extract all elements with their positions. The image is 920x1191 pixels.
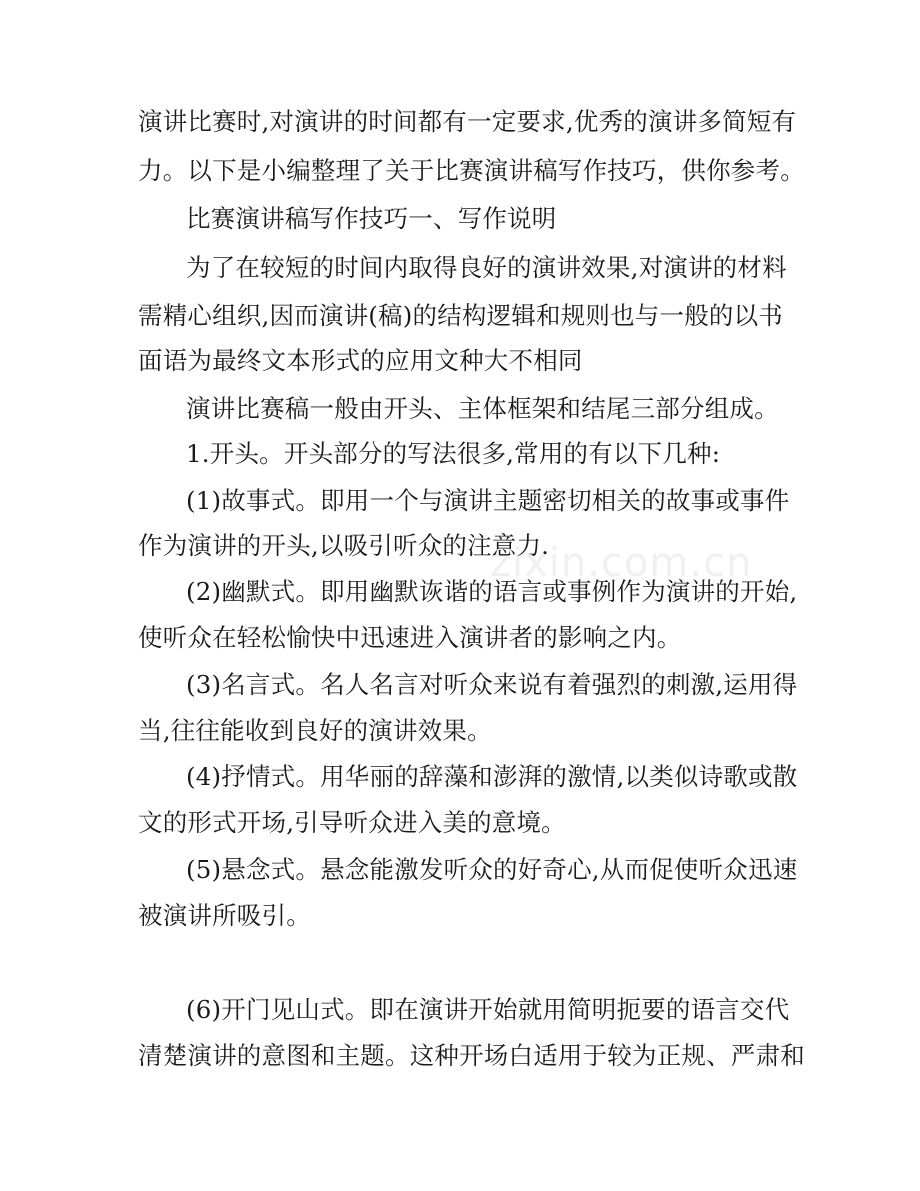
paragraph-line: 面语为最终文本形式的应用文种大不相同 (138, 346, 583, 375)
list-item-line: (3)名言式。名人名言对听众来说有着强烈的刺激,运用得 (186, 670, 798, 699)
paragraph-line: 演讲比赛稿一般由开头、主体框架和结尾三部分组成。 (186, 394, 779, 423)
section-heading: 比赛演讲稿写作技巧一、写作说明 (186, 204, 557, 233)
list-item-line: 使听众在轻松愉快中迅速进入演讲者的影响之内。 (138, 623, 682, 652)
list-item-line: (4)抒情式。用华丽的辞藻和澎湃的激情,以类似诗歌或散 (186, 762, 798, 791)
list-item-line: (1)故事式。即用一个与演讲主题密切相关的故事或事件 (186, 486, 790, 515)
paragraph-line: 为了在较短的时间内取得良好的演讲效果,对演讲的材料 (186, 253, 787, 282)
watermark: zixin.com.cn (490, 540, 753, 586)
list-item-line: (2)幽默式。即用幽默诙谐的语言或事例作为演讲的开始, (186, 577, 798, 606)
paragraph-line: 需精心组织,因而演讲(稿)的结构逻辑和规则也与一般的以书 (138, 301, 784, 330)
paragraph-line: 演讲比赛时,对演讲的时间都有一定要求,优秀的演讲多简短有 (138, 107, 797, 136)
paragraph-line: 力。以下是小编整理了关于比赛演讲稿写作技巧，供你参考。 (138, 156, 805, 185)
list-item-line: 清楚演讲的意图和主题。这种开场白适用于较为正规、严肃和 (138, 1041, 805, 1070)
list-item-line: (5)悬念式。悬念能激发听众的好奇心,从而促使听众迅速 (186, 855, 798, 884)
list-item-line: 被演讲所吸引。 (138, 901, 311, 930)
list-item-line: (6)开门见山式。即在演讲开始就用简明扼要的语言交代 (186, 995, 790, 1024)
paragraph-line: 1.开头。开头部分的写法很多,常用的有以下几种: (186, 439, 721, 468)
list-item-line: 文的形式开场,引导听众进入美的意境。 (138, 808, 566, 837)
list-item-line: 当,往往能收到良好的演讲效果。 (138, 716, 492, 745)
list-item-line: 作为演讲的开头,以吸引听众的注意力. (138, 531, 550, 560)
